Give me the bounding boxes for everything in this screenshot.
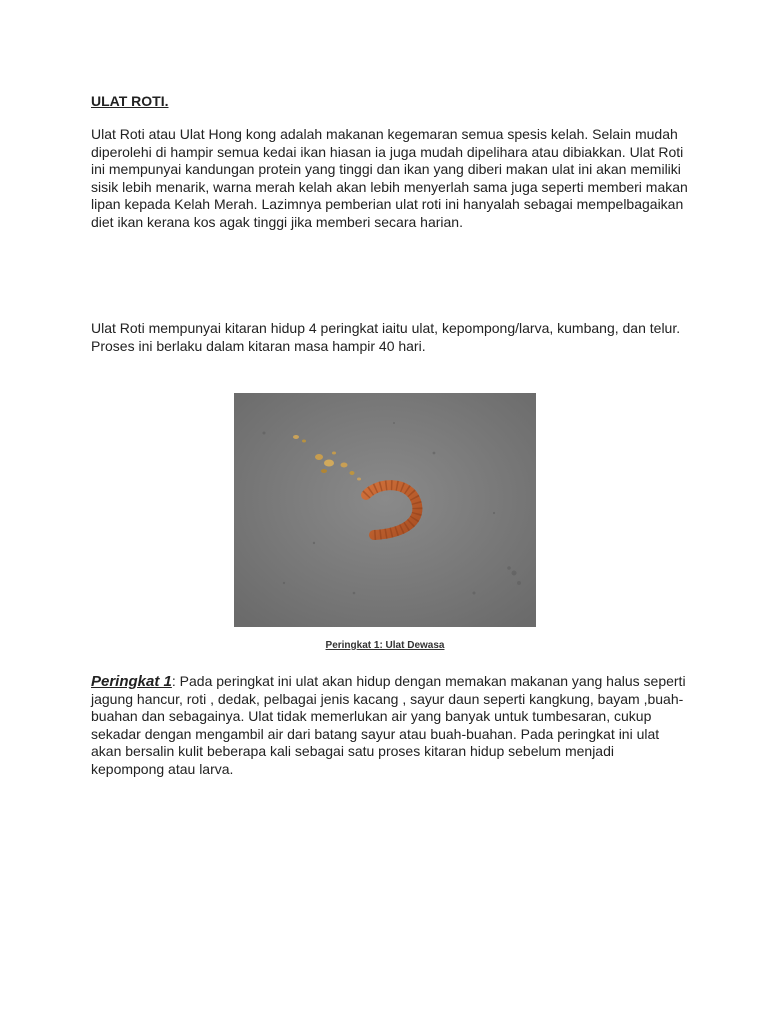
- life-cycle-paragraph: Ulat Roti mempunyai kitaran hidup 4 peringkat iaitu ulat, kepompong/larva, kumbang, dan telur. Proses ini berlaku dalam kitaran masa hampir 40 hari.: [91, 320, 681, 354]
- stage-paragraph: [91, 673, 691, 779]
- worm-photo-graphic: [234, 393, 536, 627]
- concrete-surface: [234, 393, 536, 627]
- document-title: ULAT ROTI.: [91, 93, 169, 109]
- figure-caption: Peringkat 1: Ulat Dewasa: [325, 640, 445, 651]
- stage-text: : Pada peringkat ini ulat akan hidup dengan memakan makanan yang halus seperti jagung hancur, roti , dedak, pelbagai jenis kacang , sayur daun seperti kangkung, bayam ,buah-buahan dan sebagainya. Ulat tidak memerlukan air yang banyak untuk tumbesaran, cukup sekadar dengan mengambil air dari batang sayur atau buah-buahan. Pada peringkat ini ulat akan bersalin kulit beberapa kali sebagai satu proses kitaran hidup sebelum menjadi kepompong atau larva.: [91, 673, 686, 777]
- stage-lead: Peringkat 1: [91, 673, 172, 690]
- worm-photo: [234, 393, 536, 627]
- intro-paragraph: Ulat Roti atau Ulat Hong kong adalah makanan kegemaran semua spesis kelah. Selain mudah diperolehi di hampir semua kedai ikan hiasan ia juga mudah dipelihara atau dibiakkan. Ulat Roti ini mempunyai kandungan protein yang tinggi dan ikan yang diberi makan ulat ini akan memiliki sisik lebih menarik, warna merah kelah akan lebih menyerlah sama juga seperti memberi makan lipan kepada Kelah Merah. Lazimnya pemberian ulat roti ini hanyalah sebagai mempelbagaikan diet ikan kerana kos agak tinggi jika memberi secara harian.: [91, 126, 688, 230]
